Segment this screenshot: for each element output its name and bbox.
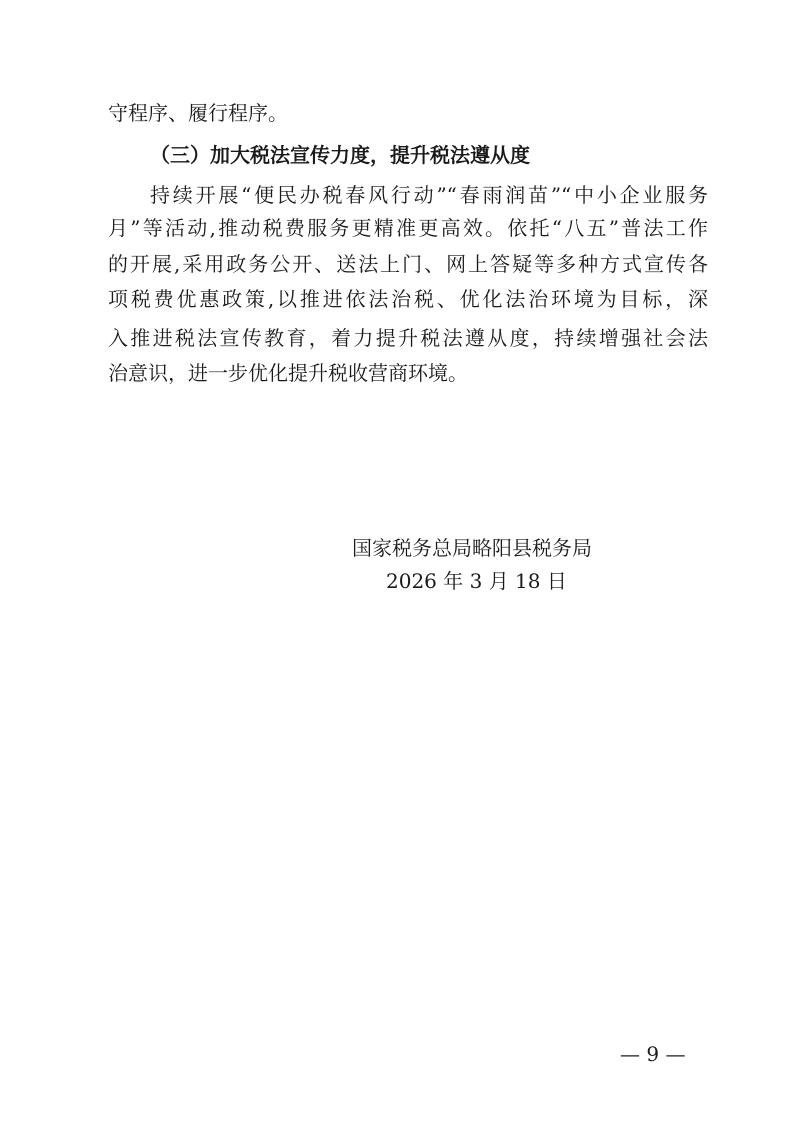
issue-date: 2026 年 3 月 18 日: [386, 569, 567, 593]
issuing-organization: 国家税务总局略阳县税务局: [352, 536, 592, 560]
paragraph-line: 治意识，进一步优化提升税收营商环境。: [108, 361, 468, 385]
paragraph-line: 持续开展“便民办税春风行动”“春雨润苗”“中小企业服务: [150, 183, 708, 207]
section-heading: （三）加大税法宣传力度，提升税法遵从度: [150, 143, 530, 167]
paragraph-line: 月”等活动,推动税费服务更精准更高效。依托“八五”普法工作: [108, 216, 708, 240]
paragraph-line: 项税费优惠政策,以推进依法治税、优化法治环境为目标，深: [108, 287, 708, 311]
paragraph-line: 入推进税法宣传教育，着力提升税法遵从度，持续增强社会法: [108, 326, 708, 350]
paragraph-line: 的开展,采用政务公开、送法上门、网上答疑等多种方式宣传各: [108, 252, 708, 276]
continuation-line: 守程序、履行程序。: [108, 101, 288, 125]
page-number: — 9 —: [620, 1042, 686, 1066]
